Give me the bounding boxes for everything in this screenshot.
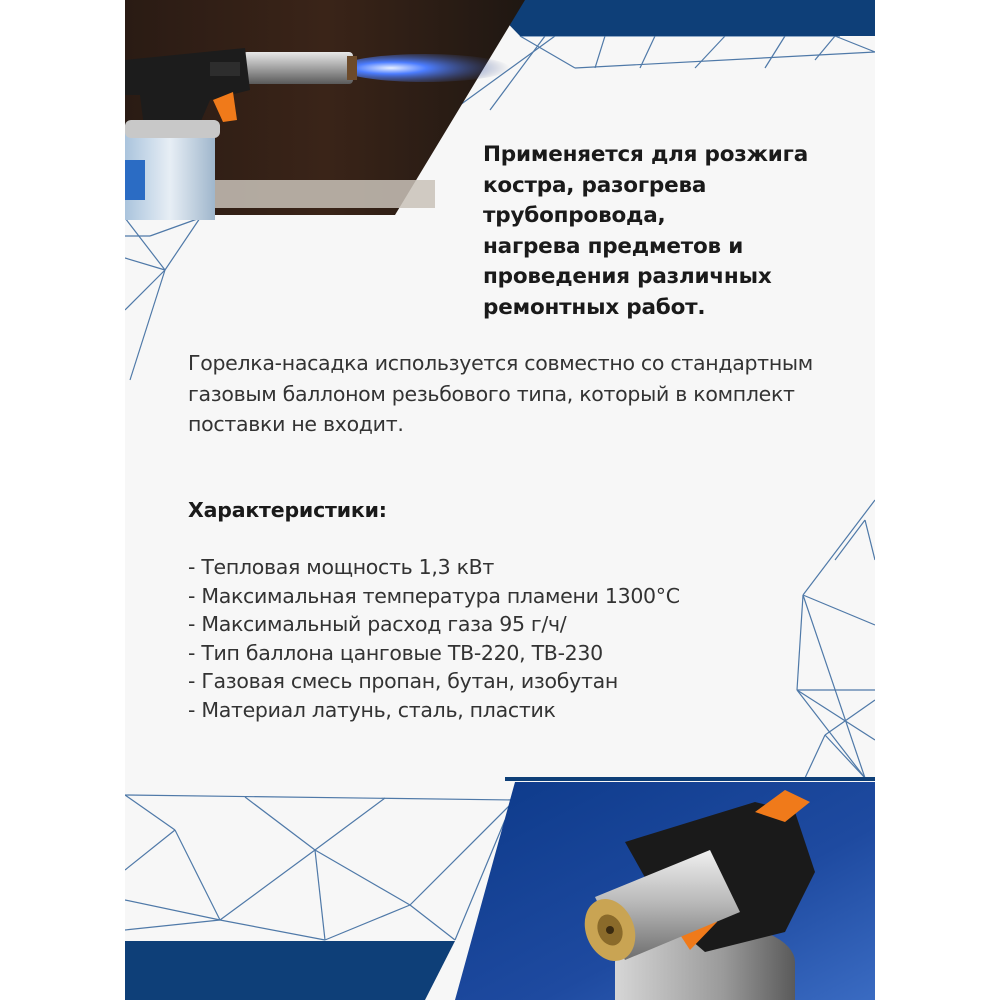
- lead-line: костра, разогрева трубопровода,: [483, 172, 707, 228]
- spec-item: - Тип баллона цанговые ТВ-220, ТВ-230: [188, 640, 603, 665]
- torch-closeup-photo: [455, 782, 875, 1000]
- spec-item: - Материал латунь, сталь, пластик: [188, 697, 556, 722]
- description-text: [188, 348, 828, 440]
- spec-item: - Тепловая мощность 1,3 кВт: [188, 555, 495, 579]
- description-line: Горелка-насадка используется совместно со стандартным: [188, 351, 813, 375]
- specs-list: [188, 553, 680, 724]
- description-line: газовым баллоном резьбового типа, который в комплект: [188, 381, 795, 406]
- spec-item: - Максимальный расход газа 95 г/ч/: [188, 612, 567, 636]
- torch-flame-photo: [125, 0, 545, 220]
- lead-line: нагрева предметов и: [483, 233, 744, 259]
- product-info-card: [125, 0, 875, 1000]
- spec-item: - Газовая смесь пропан, бутан, изобутан: [188, 669, 618, 693]
- usage-lead-text: [483, 140, 843, 323]
- description-line: поставки не входит.: [188, 412, 404, 436]
- lead-line: ремонтных работ.: [483, 294, 706, 320]
- spec-item: - Максимальная температура пламени 1300°C: [188, 583, 680, 608]
- lead-line: проведения различных: [483, 264, 772, 289]
- specs-heading: Характеристики:: [188, 498, 387, 522]
- lead-line: Применяется для розжига: [483, 142, 808, 167]
